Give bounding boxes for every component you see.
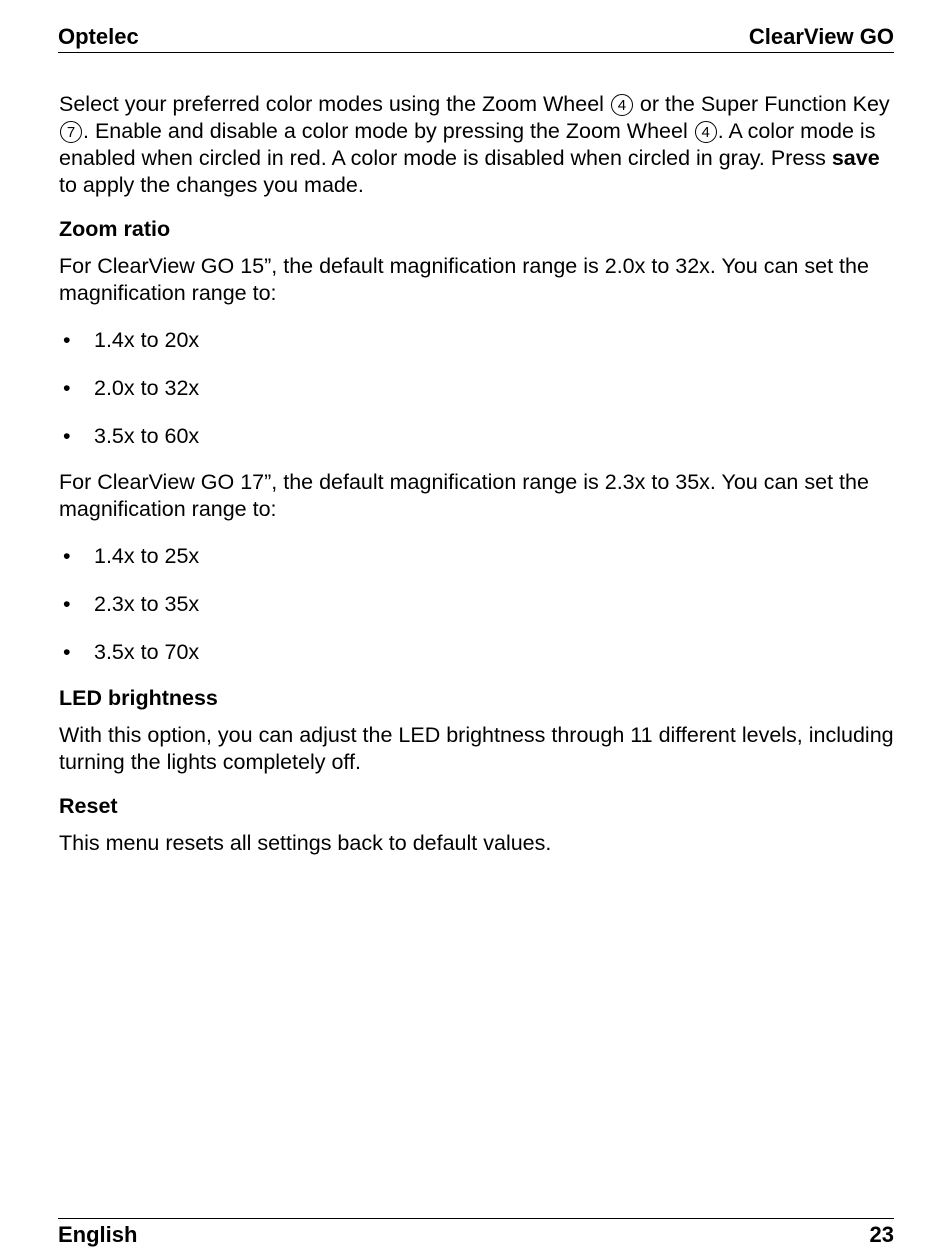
led-brightness-heading: LED brightness: [59, 686, 218, 710]
intro-text-2: or the Super Function Key: [633, 92, 890, 116]
led-brightness-paragraph: With this option, you can adjust the LED brightness through 11 different levels, including turning the lights completely off.: [59, 723, 894, 774]
page-footer: [58, 1218, 894, 1248]
circled-number-4: 4: [611, 94, 633, 116]
list-item: • 1.4x to 25x: [59, 543, 899, 570]
zoom-17-paragraph: For ClearView GO 17”, the default magnification range is 2.3x to 35x. You can set the magnification range to:: [59, 470, 869, 521]
zoom-17-list: [59, 543, 899, 666]
page-number: 23: [869, 1222, 894, 1247]
page-content: [59, 91, 899, 857]
zoom-15-list: [59, 327, 899, 450]
list-item: • 2.0x to 32x: [59, 375, 899, 402]
zoom-15-paragraph: For ClearView GO 15”, the default magnification range is 2.0x to 32x. You can set the magnification range to:: [59, 254, 869, 305]
footer-language: English: [58, 1222, 138, 1247]
page-header: [58, 24, 894, 53]
header-brand: Optelec: [58, 24, 139, 49]
reset-paragraph: This menu resets all settings back to default values.: [59, 831, 552, 855]
zoom-ratio-heading: Zoom ratio: [59, 217, 171, 241]
header-product: ClearView GO: [748, 24, 894, 49]
circled-number-7: 7: [60, 121, 82, 143]
reset-heading: Reset: [59, 794, 118, 818]
circled-number-4b: 4: [695, 121, 717, 143]
list-item: • 2.3x to 35x: [59, 591, 899, 618]
list-item: • 3.5x to 70x: [59, 639, 899, 666]
list-item: • 1.4x to 20x: [59, 327, 899, 354]
list-item: • 3.5x to 60x: [59, 423, 899, 450]
intro-text-3: . Enable and disable a color mode by pressing the Zoom Wheel: [83, 119, 694, 143]
intro-text-5: to apply the changes you made.: [59, 173, 364, 197]
intro-text-1: Select your preferred color modes using the Zoom Wheel: [59, 92, 604, 116]
intro-paragraph: [59, 91, 899, 199]
intro-text-4: . A color mode is enabled when circled in red. A color mode is disabled when circled in gray. Press: [59, 119, 876, 170]
save-keyword: save: [831, 146, 880, 170]
